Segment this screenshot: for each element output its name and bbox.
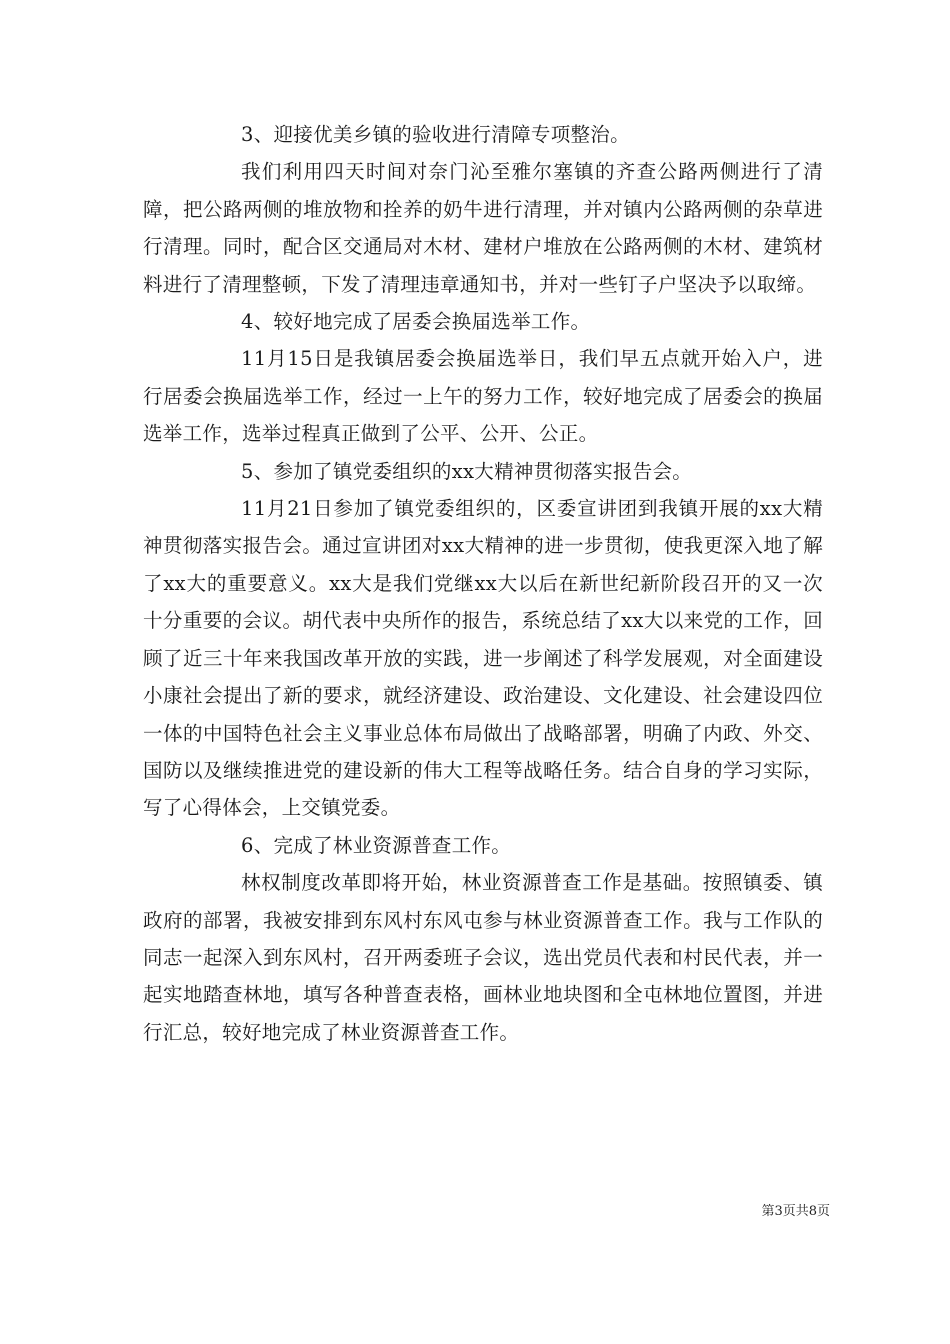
section-body-3: 我们利用四天时间对奈门沁至雅尔塞镇的齐查公路两侧进行了清障，把公路两侧的堆放物和拴养的奶牛进行清理，并对镇内公路两侧的杂草进行清理。同时，配合区交通局对木材、建材户堆放在公路两侧的木材、建筑材料进行了清理整顿，下发了清理违章通知书，并对一些钉子户坚决予以取缔。 — [143, 160, 823, 296]
section-body-5: 11月21日参加了镇党委组织的，区委宣讲团到我镇开展的xx大精神贯彻落实报告会。通过宣讲团对xx大精神的进一步贯彻，使我更深入地了解了xx大的重要意义。xx大是我们党继xx大以后在新世纪新阶段召开的又一次十分重要的会议。胡代表中央所作的报告，系统总结了xx大以来党的工作，回顾了近三十年来我国改革开放的实践，进一步阐述了科学发展观，对全面建设小康社会提出了新的要求，就经济建设、政治建设、文化建设、社会建设四位一体的中国特色社会主义事业总体布局做出了战略部署，明确了内政、外交、国防以及继续推进党的建设新的伟大工程等战略任务。结合自身的学习实际，写了心得体会，上交镇党委。 — [143, 497, 823, 820]
section-heading-6: 6、完成了林业资源普查工作。 — [241, 833, 512, 857]
section-heading-5: 5、参加了镇党委组织的xx大精神贯彻落实报告会。 — [241, 459, 693, 483]
section-heading-3: 3、迎接优美乡镇的验收进行清障专项整治。 — [241, 123, 630, 146]
page-number: 第3页共8页 — [761, 1204, 830, 1219]
section-heading-4: 4、较好地完成了居委会换届选举工作。 — [241, 310, 591, 334]
section-body-4: 11月15日是我镇居委会换届选举日，我们早五点就开始入户，进行居委会换届选举工作，经过一上午的努力工作，较好地完成了居委会的换届选举工作，选举过程真正做到了公平、公开、公正。 — [143, 347, 823, 446]
section-body-6: 林权制度改革即将开始，林业资源普查工作是基础。按照镇委、镇政府的部署，我被安排到东风村东风屯参与林业资源普查工作。我与工作队的同志一起深入到东风村，召开两委班子会议，选出党员代表和村民代表，并一起实地踏查林地，填写各种普查表格，画林业地块图和全屯林地位置图，并进行汇总，较好地完成了林业资源普查工作。 — [143, 871, 823, 1044]
document-body — [143, 116, 823, 1051]
